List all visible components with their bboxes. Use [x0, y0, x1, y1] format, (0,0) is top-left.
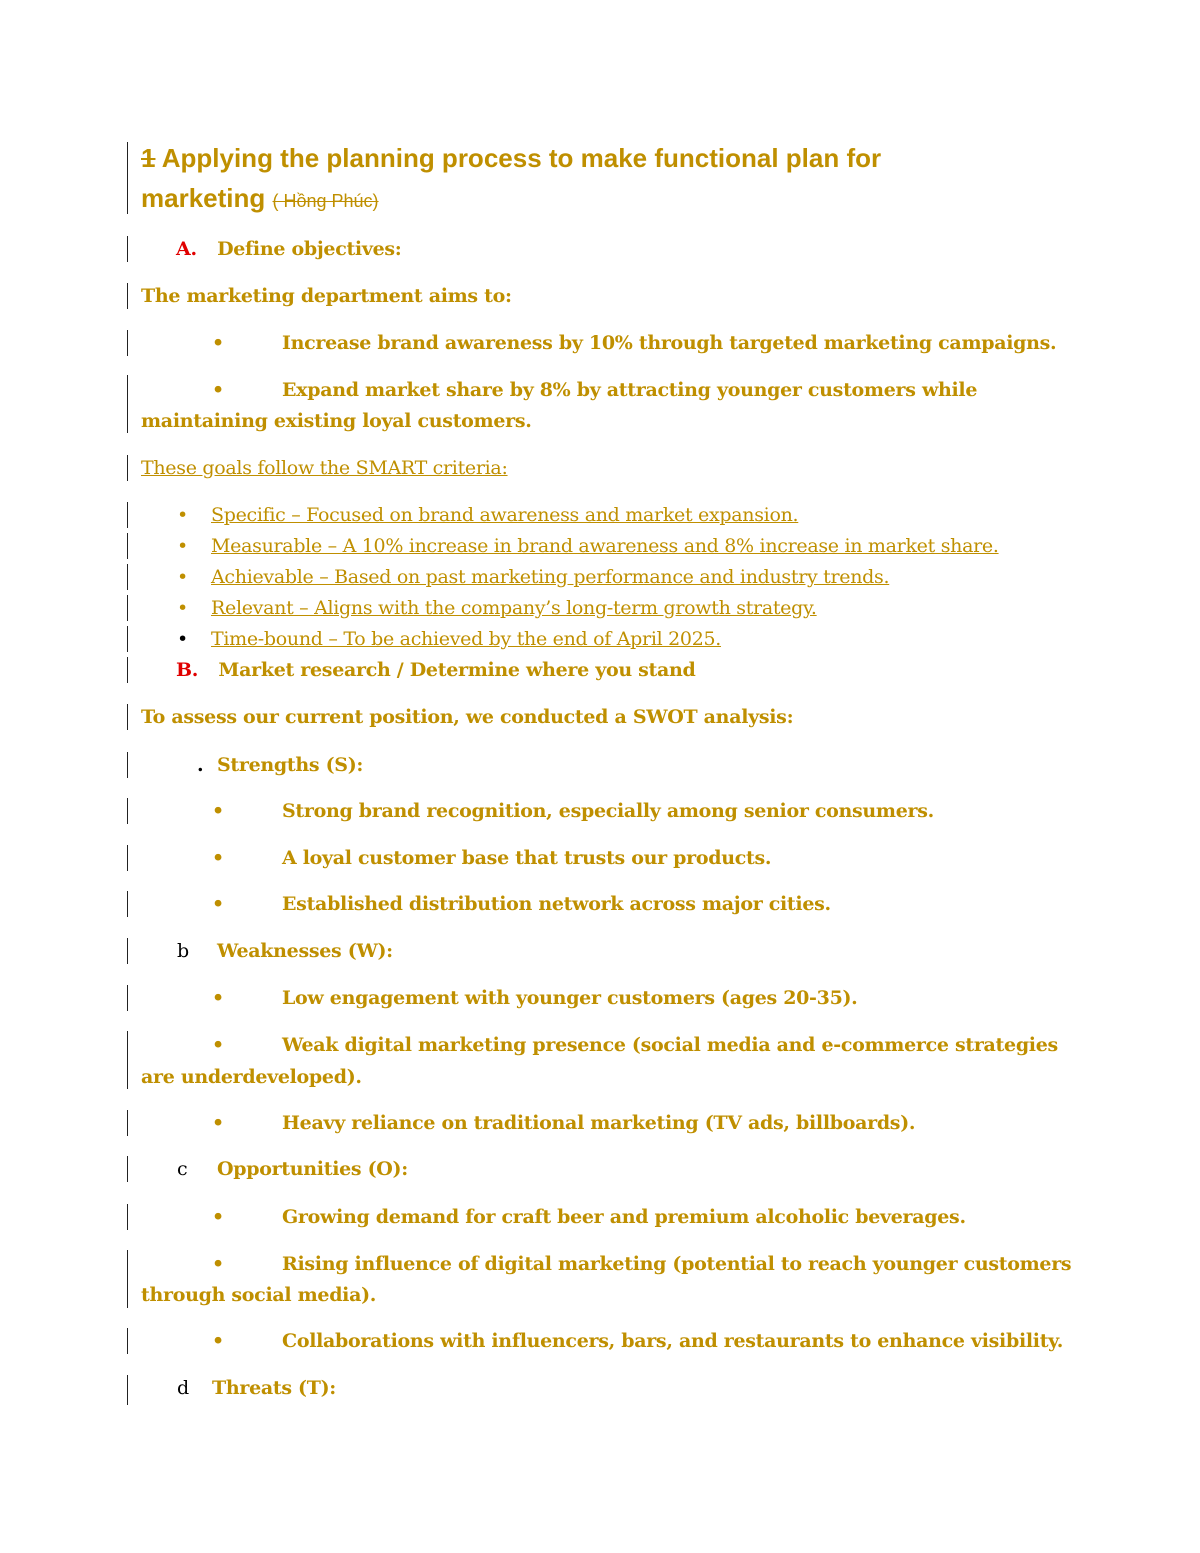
smart-bullet: •	[177, 597, 188, 619]
strengths-title: Strengths (S):	[217, 754, 364, 776]
change-bar	[127, 142, 128, 214]
strength-item: A loyal customer base that trusts our products.	[282, 847, 772, 869]
threats-title: Threats (T):	[212, 1377, 336, 1399]
smart-bullet: •	[177, 566, 188, 588]
threats-marker: d	[177, 1377, 190, 1399]
change-bar	[127, 845, 128, 871]
goal-item: Increase brand awareness by 10% through targeted marketing campaigns.	[282, 332, 1057, 354]
change-bar	[127, 375, 128, 433]
change-bar	[127, 752, 128, 778]
section-a-letter: A.	[176, 238, 197, 260]
change-bar	[127, 1204, 128, 1230]
weakness-item: Weak digital marketing presence (social media and e-commerce strategies	[282, 1034, 1058, 1056]
heading-line2: marketing	[141, 183, 266, 213]
smart-item: Time-bound – To be achieved by the end of April 2025.	[211, 628, 722, 650]
goal-item: Expand market share by 8% by attracting younger customers while	[282, 379, 978, 401]
heading-author: ( Hồng Phúc)	[272, 191, 379, 211]
smart-item: Measurable – A 10% increase in brand awareness and 8% increase in market share.	[211, 535, 999, 557]
weakness-bullet: •	[212, 1112, 224, 1134]
section-a-intro: The marketing department aims to:	[141, 285, 512, 307]
weaknesses-title: Weaknesses (W):	[217, 940, 393, 962]
strength-bullet: •	[212, 893, 224, 915]
heading-line1: Applying the planning process to make functional plan for	[161, 143, 882, 173]
strength-bullet: •	[212, 847, 224, 869]
smart-item: Achievable – Based on past marketing performance and industry trends.	[211, 566, 890, 588]
goal-bullet: •	[212, 379, 224, 401]
section-b-label: Market research / Determine where you stand	[218, 659, 696, 681]
opportunity-bullet: •	[212, 1206, 224, 1228]
change-bar	[127, 283, 128, 309]
change-bar	[127, 455, 128, 481]
opportunity-item: Growing demand for craft beer and premium alcoholic beverages.	[282, 1206, 966, 1228]
strength-bullet: •	[212, 800, 224, 822]
opportunity-bullet: •	[212, 1330, 224, 1352]
smart-item: Relevant – Aligns with the company’s long-term growth strategy.	[211, 597, 817, 619]
change-bar	[127, 1156, 128, 1182]
section-heading	[141, 143, 881, 174]
opportunity-bullet: •	[212, 1253, 224, 1275]
change-bar	[127, 1328, 128, 1354]
opportunities-title: Opportunities (O):	[217, 1158, 408, 1180]
change-bar	[127, 657, 128, 683]
change-bar	[127, 938, 128, 964]
opportunity-item: Collaborations with influencers, bars, and restaurants to enhance visibility.	[282, 1330, 1064, 1352]
opportunity-item: Rising influence of digital marketing (potential to reach younger customers	[282, 1253, 1072, 1275]
weakness-item: Heavy reliance on traditional marketing (TV ads, billboards).	[282, 1112, 916, 1134]
strengths-marker: .	[197, 754, 204, 776]
change-bar	[127, 704, 128, 730]
change-bar	[127, 891, 128, 917]
section-b-title	[176, 659, 696, 681]
section-b-intro: To assess our current position, we conducted a SWOT analysis:	[141, 706, 794, 728]
change-bar	[127, 1250, 128, 1308]
opportunity-item-cont: through social media).	[141, 1284, 377, 1306]
smart-bullet: •	[177, 535, 188, 557]
smart-bullet: •	[177, 504, 188, 526]
change-bar	[127, 1031, 128, 1089]
change-bar	[127, 502, 128, 528]
change-bar	[127, 1110, 128, 1136]
change-bar	[127, 533, 128, 559]
change-bar	[127, 798, 128, 824]
weakness-bullet: •	[212, 987, 224, 1009]
section-a-title	[176, 238, 402, 260]
strength-item: Strong brand recognition, especially among senior consumers.	[282, 800, 934, 822]
change-bar	[127, 626, 128, 652]
change-bar	[127, 1375, 128, 1405]
change-bar	[127, 985, 128, 1011]
weakness-item: Low engagement with younger customers (ages 20-35).	[282, 987, 858, 1009]
weaknesses-marker: b	[177, 940, 190, 962]
goal-bullet: •	[212, 332, 224, 354]
weakness-item-cont: are underdeveloped).	[141, 1066, 362, 1088]
smart-intro: These goals follow the SMART criteria:	[141, 457, 508, 479]
weakness-bullet: •	[212, 1034, 224, 1056]
section-heading-cont	[141, 183, 379, 214]
change-bar	[127, 236, 128, 262]
opportunities-marker: c	[177, 1158, 188, 1180]
heading-number: 1	[141, 143, 156, 173]
section-a-label: Define objectives:	[217, 238, 402, 260]
section-b-letter: B.	[176, 659, 199, 681]
strength-item: Established distribution network across major cities.	[282, 893, 831, 915]
smart-item: Specific – Focused on brand awareness and market expansion.	[211, 504, 799, 526]
change-bar	[127, 595, 128, 621]
change-bar	[127, 564, 128, 590]
goal-item-cont: maintaining existing loyal customers.	[141, 410, 532, 432]
change-bar	[127, 330, 128, 356]
smart-bullet: •	[177, 628, 189, 650]
